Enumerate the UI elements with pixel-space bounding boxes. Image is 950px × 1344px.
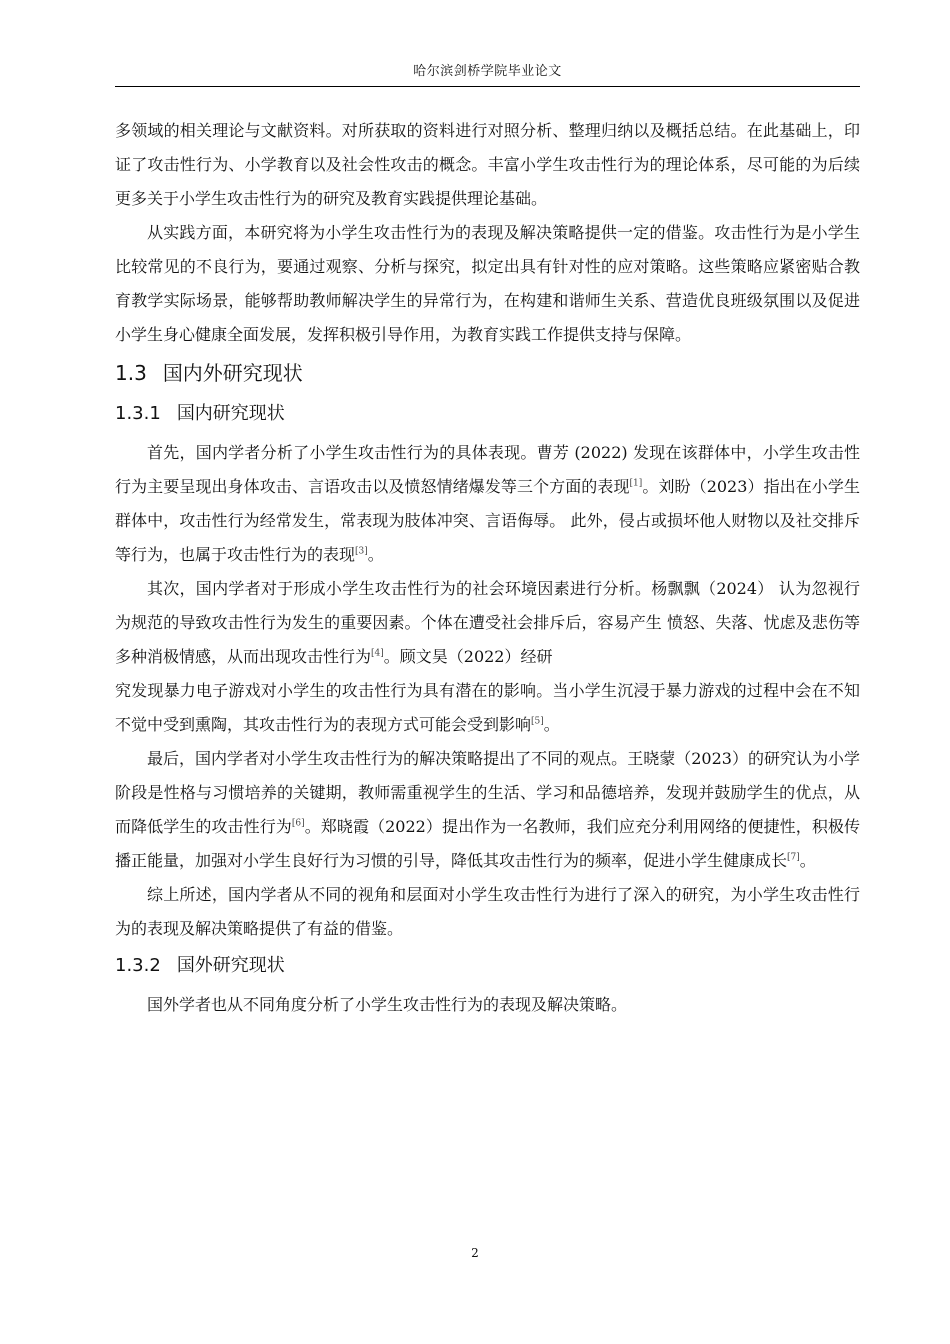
section-number: 1.3 xyxy=(115,361,147,385)
paragraph-text: 最后，国内学者对小学生攻击性行为的解决策略提出了不同的观点。王晓蒙（2023）的研究认为小学阶段是性格与习惯培养的关键期，教师需重视学生的生活、学习和品德培养，发现并鼓励学生的优点，从而降低学生的攻击性行为 xyxy=(115,749,860,836)
section-heading-1-3 xyxy=(115,354,860,392)
section-number: 1.3.1 xyxy=(115,403,161,424)
citation-ref: [1] xyxy=(629,478,643,489)
paragraph-text: 。 xyxy=(799,851,816,870)
paragraph-text: 。郑晓霞（2022）提出作为一名教师，我们应充分利用网络的便捷性，积极传播正能量，加强对小学生良好行为习惯的引导，降低其攻击性行为的频率，促进小学生健康成长 xyxy=(115,817,860,870)
paragraph xyxy=(115,572,860,674)
paragraph: 综上所述，国内学者从不同的视角和层面对小学生攻击性行为进行了深入的研究，为小学生攻击性行为的表现及解决策略提供了有益的借鉴。 xyxy=(115,885,860,938)
paragraph-text: 。刘盼（2023）指出在小学生群体中，攻击性行为经常发生，常表现为肢体冲突、言语侮辱。 此外，侵占或损坏他人财物以及社交排斥等行为，也属于攻击性行为的表现 xyxy=(115,477,860,564)
paragraph xyxy=(115,436,860,572)
page-header: 哈尔滨剑桥学院毕业论文 xyxy=(115,58,860,87)
paragraph xyxy=(115,742,860,878)
section-title: 国内研究现状 xyxy=(176,403,285,424)
paragraph-text: 究发现暴力电子游戏对小学生的攻击性行为具有潜在的影响。当小学生沉浸于暴力游戏的过程中会在不知不觉中受到熏陶，其攻击性行为的表现方式可能会受到影响 xyxy=(115,681,860,734)
citation-ref: [5] xyxy=(531,716,544,727)
paragraph xyxy=(115,674,860,742)
paragraph: 多领域的相关理论与文献资料。对所获取的资料进行对照分析、整理归纳以及概括总结。在此基础上，印证了攻击性行为、小学教育以及社会性攻击的概念。丰富小学生攻击性行为的理论体系，尽可能的为后续更多关于小学生攻击性行为的研究及教育实践提供理论基础。 xyxy=(115,121,860,208)
paragraph-text: 。 xyxy=(367,545,384,564)
citation-ref: [3] xyxy=(355,546,368,557)
paragraph-text: 其次，国内学者对于形成小学生攻击性行为的社会环境因素进行分析。杨飘飘（2024） 认为忽视行为规范的导致攻击性行为发生的重要因素。个体在遭受社会排斥后，容易产生 愤怒、失落、忧虑及悲伤等多种消极情感，从而出现攻击性行为 xyxy=(115,579,860,666)
document-body xyxy=(115,114,860,1022)
citation-ref: [6] xyxy=(291,818,305,829)
paragraph-text: 。 xyxy=(543,715,560,734)
section-title: 国外研究现状 xyxy=(176,955,285,976)
section-title: 国内外研究现状 xyxy=(162,361,303,385)
paragraph-text: 。顾文昊（2022）经研 xyxy=(383,647,553,666)
paragraph-text: 首先，国内学者分析了小学生攻击性行为的具体表现。曹芳 (2022) 发现在该群体中，小学生攻击性行为主要呈现出身体攻击、言语攻击以及愤怒情绪爆发等三个方面的表现 xyxy=(115,443,860,496)
citation-ref: [7] xyxy=(787,852,800,863)
page-number: 2 xyxy=(471,1246,479,1260)
citation-ref: [4] xyxy=(371,648,384,659)
section-number: 1.3.2 xyxy=(115,955,161,976)
section-heading-1-3-1 xyxy=(115,396,860,432)
paragraph: 从实践方面，本研究将为小学生攻击性行为的表现及解决策略提供一定的借鉴。攻击性行为是小学生比较常见的不良行为，要通过观察、分析与探究，拟定出具有针对性的应对策略。这些策略应紧密贴合教育教学实际场景，能够帮助教师解决学生的异常行为，在构建和谐师生关系、营造优良班级氛围以及促进小学生身心健康全面发展，发挥积极引导作用，为教育实践工作提供支持与保障。 xyxy=(115,223,860,344)
section-heading-1-3-2 xyxy=(115,948,860,984)
paragraph: 国外学者也从不同角度分析了小学生攻击性行为的表现及解决策略。 xyxy=(147,995,628,1014)
